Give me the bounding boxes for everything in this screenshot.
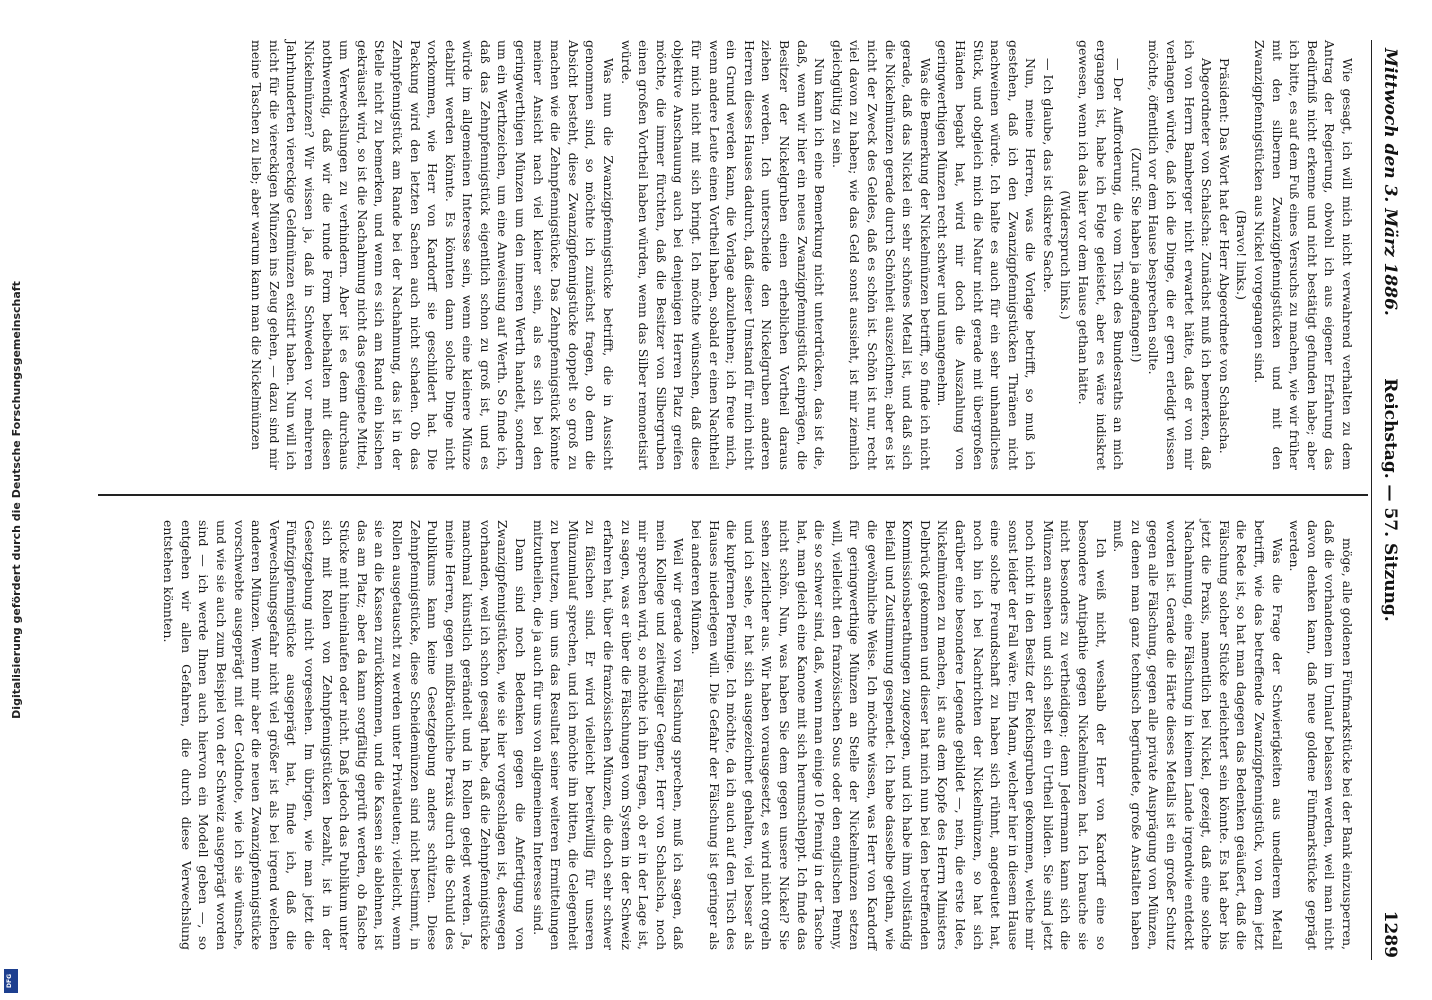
paragraph: Ich weiß nicht, weshalb der Herr von Kardorff eine so besondere Antipathie gegen Nickelmünzen hat. Ich brauche sie nicht besonders zu vertheidigen; denn Jedermann kann sich die Münzen ansehen und sich selbst ein Urtheil bilden. Sie sind jetzt noch nicht in den Besitz der Reichsgruben gekommen, welche mir sonst leider der Fall wäre. Ein Mann, welcher hier in diesem Hause eine solche Freundschaft zu haben sich rühmt, angedeutet hat, noch bin ich bei Nachrichten der Nickelmünzen, so hat sich darüber eine besondere Legende gebildet —, nein, die erste Idee, Nickelmünzen zu machen, ist aus dem Kopfe des Herrn Ministers Delbrück gekommen und dieser hat mich nun bei den betreffenden Kommissionsberathungen zugezogen, und ich habe ihm vollständig Beifall und Zustimmung gespendet. Ich habe dasselbe gethan, wie die gewöhnliche Weise. Ich möchte wissen, was Herr von Kardorff für geringwerthige Münzen an Stelle der Nickelmünzen setzen will, vielleicht den französischen Sous oder den englischen Penny, die so schwer sind, daß, wenn man einige 10 Pfennig in der Tasche hat, man gleich eine Kanone mit sich herumschleppt. Ich finde das nicht schön. Nun, was haben Sie dem gegen unsere Nickel? Sie sehen zierlicher aus. Wir haben vorausgesetzt, es wird nicht orgeln und ich sehe, er hat sich ausgezeichnet gehalten, viel besser als die kupfernen Pfennige. Ich möchte, da ich auch auf den Tisch des Hauses niederlegen will. Die Gefahr der Fälschung ist geringer als bei anderen Münzen. <box>689 520 1109 950</box>
paragraph: Dann sind noch Bedenken gegen die Anfertigung von Zwanzigpfennigstücken, wie sie hier vorgeschlagen ist, deswegen vorhanden, weil ich schon gesagt habe, daß die Zehnpfennigstücke manchmal künstlich gerändelt und in Rollen gelegt werden. Ja, meine Herren, gegen mißbräuchliche Praxis durch die Schuld des Publikums kann keine Gesetzgebung anders schützen. Diese Zehnpfennigstücke, diese Scheidemünzen sind nicht bestimmt, in Rollen ausgetauscht zu werden unter Privatleuten; vielleicht, wenn sie an die Kassen zurückkommen, und die Kassen sie ablehnen, ist das am Platz; aber da kann sorgfältig geprüft werden, ob falsche Stücke mit hineinlaufen oder nicht. Daß jedoch das Publikum unter sich mit Rollen von Zehnpfennigstücken bezahlt, ist in der Gesetzgebung nicht vorgesehen. Im übrigen, wie man jetzt die Fünfzigpfennigstücke ausgeprägt hat, finde ich, daß die Verwechslungsgefahr nicht viel größer ist als bei irgend welchen anderen Münzen. Wenn mir aber die neuen Zwanzigpfennigstücke vorschwebte ausgeprägt mit der Goldnote, wie ich sie wünsche, und wie sie auch zum Beispiel von der Schweiz ausgeprägt worden sind — ich werde Ihnen auch hiervon ein Modell geben —, so entgehen wir allen Gefahren, die durch diese Verwechslung entstehen könnten. <box>161 520 529 950</box>
paragraph: Weil wir gerade von Fälschung sprechen, muß ich sagen, daß mein Kollege und zeitweiliger Gegner, Herr von Schalscha, noch mir sprechen wird, so möchte ich ihn fragen, ob er in der Lage ist, zu sagen, was er über die Fälschungen vom System in der Schweiz erfahren hat, über die französischen Münzen, die doch sehr schwer zu fälschen sind. Er wird vielleicht bereitwillig für unseren Münzumlauf sprechen, und ich möchte ihn bitten, die Gelegenheit zu benutzen, um uns das Resultat seiner weiteren Ermittelungen mitzutheilen, die ja auch für uns von allgemeinem Interesse sind. <box>530 520 687 950</box>
header-date: Mittwoch den 3. März 1886. <box>1380 48 1400 316</box>
paragraph: möge, alle goldenen Fünfmarkstücke bei der Bank einzusperren, daß die vorhandenen im Umlauf belassen werden, weil man nicht davon denken kann, daß neue goldene Fünfmarkstücke geprägt werden. <box>1287 520 1355 950</box>
paragraph: Wie gesagt, ich will mich nicht verwahrend verhalten zu dem Antrag der Regierung, obwohl ich aus eigener Erfahrung das Bedürfniß nicht erkenne und nicht bestätigt gefunden habe; aber ich bitte, es auf dem Fuß eines Versuchs zu machen, wie wir früher mit den silbernen Zwanzigpfennigstücken und mit den Zwanzigpfennigstücken aus Nickel vorgegangen sind. <box>1252 40 1355 470</box>
paragraph: Nun, meine Herren, was die Vorlage betrifft, so muß ich gestehen, daß ich den Zwanzigpfennigstücken Thränen nicht nachweinen würde. Ich halte es auch für ein sehr unhandliches Stück, und obgleich mich die Natur nicht gerade mit übergroßen Händen begabt hat, wird mir doch die Auszahlung von geringwerthigen Münzen recht schwer und unangenehm. <box>935 40 1039 470</box>
interjection: (Zuruf: Sie haben ja angefangen!) <box>1128 147 1144 363</box>
paragraph: — Ich glaube, das ist diskrete Sache. <box>1040 58 1056 293</box>
page-number: 1289 <box>1380 910 1400 958</box>
left-column <box>248 40 1356 470</box>
rotated-page <box>78 20 1418 980</box>
paragraph: Abgeordneter von Schalscha: Zunächst muß ich bemerken, daß ich von Herrn Bamberger nicht erwartet hätte, daß er von mir verlangen würde, daß ich die Dinge, die er gern erledigt wissen möchte, öffentlich vor dem Hause besprechen sollte. <box>1146 40 1215 470</box>
right-column <box>160 520 1356 950</box>
paragraph: Was die Frage der Schwierigkeiten aus unedlerem Metall betrifft, wie das betreffende Zwanzigpfennigstück, von dem jetzt die Rede ist, so hat man dagegen das Bedenken geäußert, daß die Fälschung solcher Stücke erleichtert sein könnte. Es hat aber bis jetzt die Praxis, namentlich bei Nickel, gezeigt, daß eine solche Nachahmung, eine Fälschung in keinem Lande irgendwie entdeckt worden ist. Gerade die Härte dieses Metalls ist ein großer Schutz gegen alle Fälschung, gegen alle private Ausprägung von Münzen, zu denen man ganz technisch begründete, große Anstalten haben muß. <box>1111 520 1285 950</box>
svg-text:DFG: DFG <box>6 973 13 989</box>
column-divider <box>98 494 1368 496</box>
paragraph: Was nun die Zwanzigpfennigstücke betrifft, die in Aussicht genommen sind, so möchte ich zunächst fragen, ob denn die Absicht besteht, diese Zwanzigpfennigstücke doppelt so groß zu machen wie die Zehnpfennigstücke. Das Zehnpfennigstück könnte meiner Ansicht nach viel kleiner sein, als es sich bei den geringwerthigen Münzen um den inneren Werth handelt, sondern um ein Werthzeichen, um eine Anweisung auf Werth. So finde ich, daß das Zehnpfennigstück eigentlich schon zu groß ist, und es würde im allgemeinen Interesse sein, wenn eine kleinere Münze etablirt werden könnte. Es könnten dann solche Dinge nicht vorkommen, wie Herr von Kardorff sie geschildert hat. Die Packung wird den letzten Sachen auch nicht schaden. Ob das Zehnpfennigstück am Rande bei der Nachahmung, das ist in der Stelle nicht zu bemerken, und wenn es sich am Rand ein bischen gekräuselt wird, so ist die Nachahmung nicht das geeignete Mittel, um Verwechslungen zu verhindern. Aber ist es denn durchaus nothwendig, daß wir die runde Form beibehalten mit diesen Nickelmünzen? Wir wissen ja, daß in Schweden vor mehreren Jahrhunderten viereckige Geldmünzen existirt haben. Nun will ich nicht für die viereckigen Münzen ins Zeug gehen, — dazu sind mir meine Taschen zu lieb; aber warum kann man die Nickelmünzen <box>249 40 617 470</box>
header-title: Reichstag. — 57. Sitzung. <box>1380 378 1400 622</box>
page-header <box>1358 20 1418 980</box>
digitization-credit-text: Digitalisierung gefördert durch die Deutsche Forschungsgemeinschaft <box>10 281 23 719</box>
header-rule <box>1371 40 1372 960</box>
paragraph: — Der Aufforderung, die vom Tisch des Bundesraths an mich ergangen ist, habe ich Folge geleistet, aber es wäre indiskret gewesen, wenn ich das hier vor dem Hause gethan hätte. <box>1076 40 1127 470</box>
dfg-logo <box>4 968 18 994</box>
interjection: (Bravo! links.) <box>1234 210 1250 300</box>
paragraph: Präsident: Das Wort hat der Herr Abgeordnete von Schalscha. <box>1216 58 1232 454</box>
interjection: (Widerspruch links.) <box>1058 190 1074 320</box>
paragraph: Nun kann ich eine Bemerkung nicht unterdrücken, das ist die, daß, wenn wir hier ein neues Zwanzigpfennigstück einprägen, die Besitzer der Nickelgruben einen erheblichen Vortheil daraus ziehen werden. Ich unterscheide den Nickelgruben anderen Herren dieses Hauses dadurch, daß dieser Umstand für mich nicht ein Grund werden kann, die Vorlage abzulehnen; ich freue mich, wenn andere Leute einen Vortheil haben, sobald er einen Nachtheil für mich nicht mit sich bringt. Ich möchte wünschen, daß diese objektive Anschauung auch bei denjenigen Herren Platz greifen möchte, die immer fürchten, daß die Besitzer von Silbergruben einen großen Vortheil haben würden, wenn das Silber remonetisirt würde. <box>618 40 828 470</box>
paragraph: Was die Bemerkung der Nickelmünzen betrifft, so finde ich nicht gerade, daß das Nickel ein sehr schönes Metall ist, und daß sich die Nickelmünzen gerade durch Schönheit auszeichnen; aber es ist nicht der Zweck des Geldes, daß es schön ist. Schön ist nur, recht viel davon zu haben; wie das Geld sonst aussieht, ist mir ziemlich gleichgültig zu sein. <box>829 40 933 470</box>
